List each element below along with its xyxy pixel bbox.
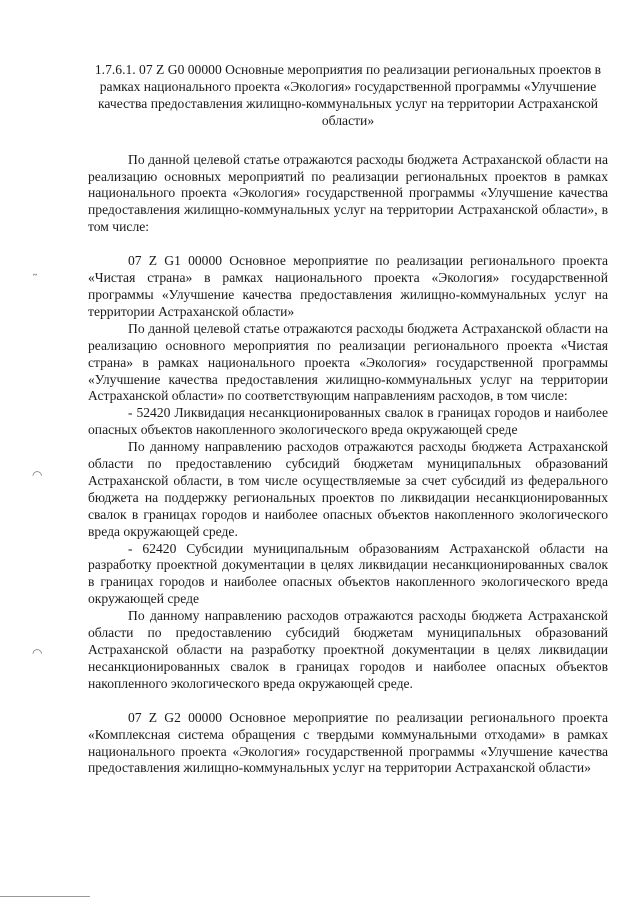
bottom-edge-line (0, 896, 90, 897)
paragraph-g1-description: По данной целевой статье отражаются расходы бюджета Астраханской области на реализацию основного мероприятия по реализации регионального проекта «Чистая страна» в рамках национального проекта «Экология» государственной программы «Улучшение качества предоставления жилищно-коммунальных услуг на территории Астраханской области» по соответствующим направлениям расходов, в том числе: (88, 320, 608, 404)
document-page (88, 62, 608, 777)
section-heading: 1.7.6.1. 07 Z G0 00000 Основные мероприятия по реализации региональных проектов в рамках национального проекта «Экология» государственной программы «Улучшение качества предоставления жилищно-коммунальных услуг на территории Астраханской области» (94, 62, 602, 128)
paragraph-intro: По данной целевой статье отражаются расходы бюджета Астраханской области на реализацию основных мероприятий по реализации региональных проектов в рамках национального проекта «Экология» государственной программы «Улучшение качества предоставления жилищно-коммунальных услуг на территории Астраханской области», в том числе: (88, 151, 608, 235)
margin-mark-1: ˷ (32, 262, 38, 276)
paragraph-62420-item: - 62420 Субсидии муниципальным образованиям Астраханской области на разработку проектной документации в целях ликвидации несанкционированных свалок в границах городов и наиболее опасных объектов накопленного экологического вреда окружающей среде (88, 540, 608, 607)
paragraph-52420-description: По данному направлению расходов отражаются расходы бюджета Астраханской области по предоставлению субсидий бюджетам муниципальных образований Астраханской области, в том числе осуществляемые за счет субсидий из федерального бюджета на поддержку региональных проектов по ликвидации несанкционированных свалок в границах городов и наиболее опасных объектов накопленного экологического вреда окружающей среде. (88, 439, 608, 539)
margin-mark-2: ◠ (32, 468, 43, 482)
paragraph-g1-title: 07 Z G1 00000 Основное мероприятие по реализации регионального проекта «Чистая страна» в рамках национального проекта «Экология» государственной программы «Улучшение качества предоставления жилищно-коммунальных услуг на территории Астраханской области» (88, 253, 608, 319)
paragraph-52420-item: - 52420 Ликвидация несанкционированных свалок в границах городов и наиболее опасных объектов накопленного экологического вреда окружающей среде (88, 405, 608, 438)
margin-mark-3: ◠ (32, 646, 43, 660)
paragraph-62420-description: По данному направлению расходов отражаются расходы бюджета Астраханской области по предоставлению субсидий бюджетам муниципальных образований Астраханской области на разработку проектной документации в целях ликвидации несанкционированных свалок в границах городов и наиболее опасных объектов накопленного экологического вреда окружающей среде. (88, 608, 608, 691)
paragraph-g2-title: 07 Z G2 00000 Основное мероприятие по реализации регионального проекта «Комплексная система обращения с твердыми коммунальными отходами» в рамках национального проекта «Экология» государственной программы «Улучшение качества предоставления жилищно-коммунальных услуг на территории Астраханской области» (88, 709, 608, 776)
